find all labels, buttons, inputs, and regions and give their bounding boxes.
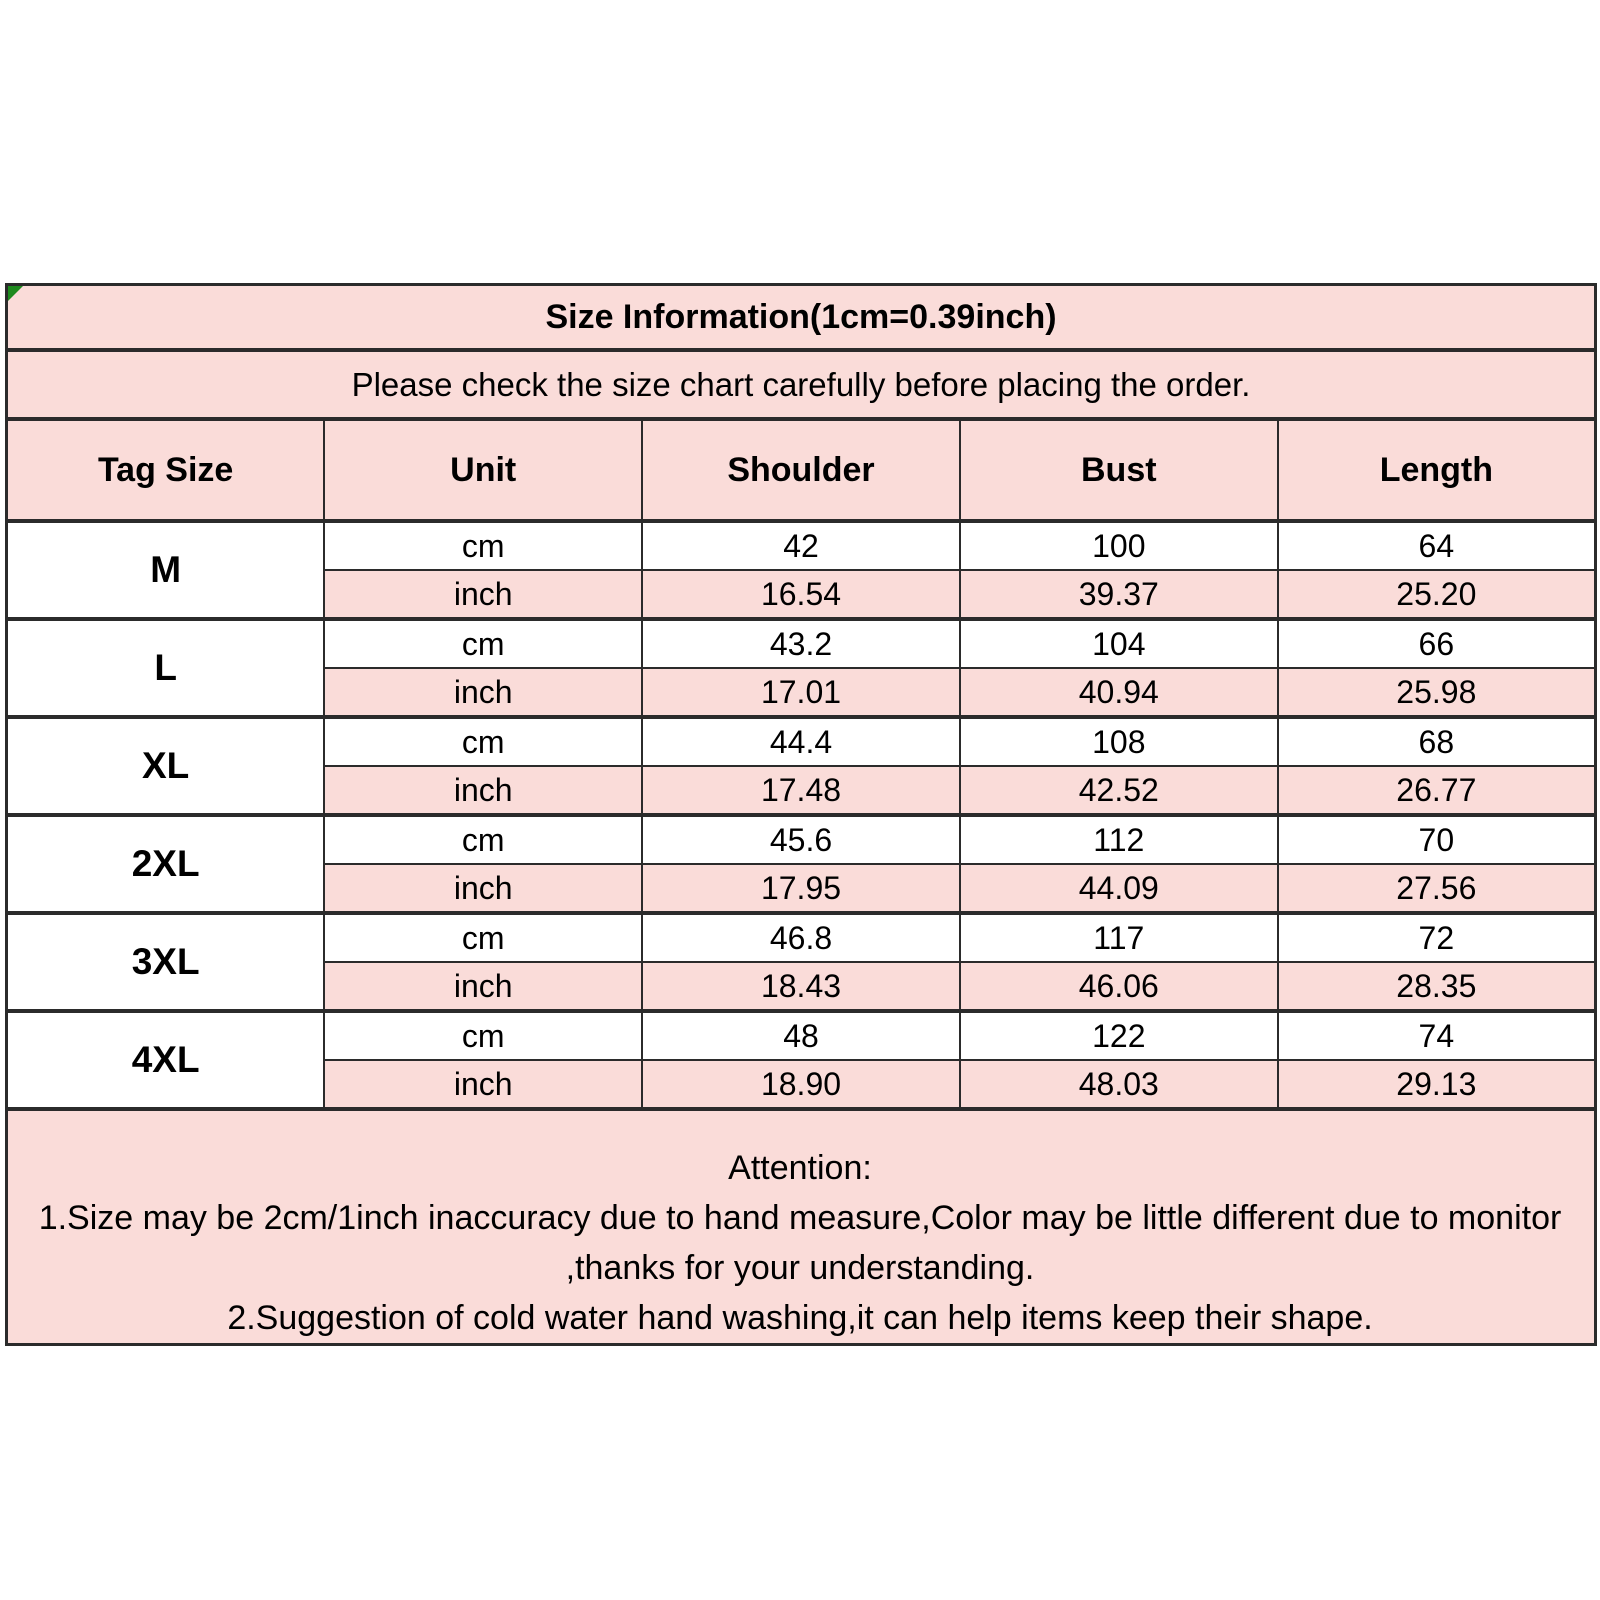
attention-heading: Attention: [728,1149,872,1187]
length-value: 25.20 [1278,570,1596,619]
column-header-tag-size: Tag Size [7,419,325,521]
unit-cell: cm [324,815,642,864]
attention-block [8,1111,1594,1343]
unit-cell: cm [324,619,642,668]
shoulder-value: 18.43 [642,962,960,1011]
bust-value: 42.52 [960,766,1278,815]
shoulder-value: 17.01 [642,668,960,717]
table-row [7,815,1596,864]
length-value: 72 [1278,913,1596,962]
bust-value: 44.09 [960,864,1278,913]
bust-value: 46.06 [960,962,1278,1011]
tag-size-cell: L [7,619,325,717]
subtitle-text: Please check the size chart carefully before placing the order. [7,350,1596,419]
table-row [7,521,1596,570]
shoulder-value: 48 [642,1011,960,1060]
attention-line-3: 2.Suggestion of cold water hand washing,it can help items keep their shape. [227,1299,1373,1337]
bust-value: 112 [960,815,1278,864]
bust-value: 48.03 [960,1060,1278,1109]
table-subtitle-row [7,350,1596,419]
bust-value: 104 [960,619,1278,668]
length-value: 68 [1278,717,1596,766]
bust-value: 39.37 [960,570,1278,619]
length-value: 70 [1278,815,1596,864]
attention-line-1: 1.Size may be 2cm/1inch inaccuracy due to hand measure,Color may be little different due to monitor [38,1199,1562,1237]
unit-cell: inch [324,1060,642,1109]
bust-value: 100 [960,521,1278,570]
tag-size-cell: 3XL [7,913,325,1011]
bust-value: 40.94 [960,668,1278,717]
table-row [7,1011,1596,1060]
unit-cell: inch [324,864,642,913]
size-table [5,283,1597,1346]
shoulder-value: 17.48 [642,766,960,815]
length-value: 28.35 [1278,962,1596,1011]
tag-size-cell: XL [7,717,325,815]
unit-cell: inch [324,570,642,619]
unit-cell: inch [324,668,642,717]
shoulder-value: 42 [642,521,960,570]
column-header-unit: Unit [324,419,642,521]
tag-size-cell: M [7,521,325,619]
length-value: 64 [1278,521,1596,570]
table-title-row [7,285,1596,351]
table-row [7,619,1596,668]
column-header-bust: Bust [960,419,1278,521]
unit-cell: cm [324,913,642,962]
shoulder-value: 18.90 [642,1060,960,1109]
column-header-shoulder: Shoulder [642,419,960,521]
size-chart [5,283,1597,1346]
table-row [7,717,1596,766]
bust-value: 117 [960,913,1278,962]
shoulder-value: 17.95 [642,864,960,913]
page-title: Size Information(1cm=0.39inch) [7,285,1596,351]
length-value: 26.77 [1278,766,1596,815]
bust-value: 122 [960,1011,1278,1060]
bust-value: 108 [960,717,1278,766]
tag-size-cell: 2XL [7,815,325,913]
shoulder-value: 44.4 [642,717,960,766]
table-row [7,913,1596,962]
unit-cell: cm [324,1011,642,1060]
length-value: 25.98 [1278,668,1596,717]
unit-cell: cm [324,717,642,766]
unit-cell: cm [324,521,642,570]
length-value: 66 [1278,619,1596,668]
length-value: 27.56 [1278,864,1596,913]
column-header-length: Length [1278,419,1596,521]
unit-cell: inch [324,962,642,1011]
shoulder-value: 46.8 [642,913,960,962]
unit-cell: inch [324,766,642,815]
corner-flag-icon [8,286,23,301]
attention-row [7,1109,1596,1345]
shoulder-value: 16.54 [642,570,960,619]
tag-size-cell: 4XL [7,1011,325,1109]
shoulder-value: 43.2 [642,619,960,668]
length-value: 74 [1278,1011,1596,1060]
length-value: 29.13 [1278,1060,1596,1109]
shoulder-value: 45.6 [642,815,960,864]
attention-line-2: ,thanks for your understanding. [565,1249,1035,1287]
table-header-row [7,419,1596,521]
